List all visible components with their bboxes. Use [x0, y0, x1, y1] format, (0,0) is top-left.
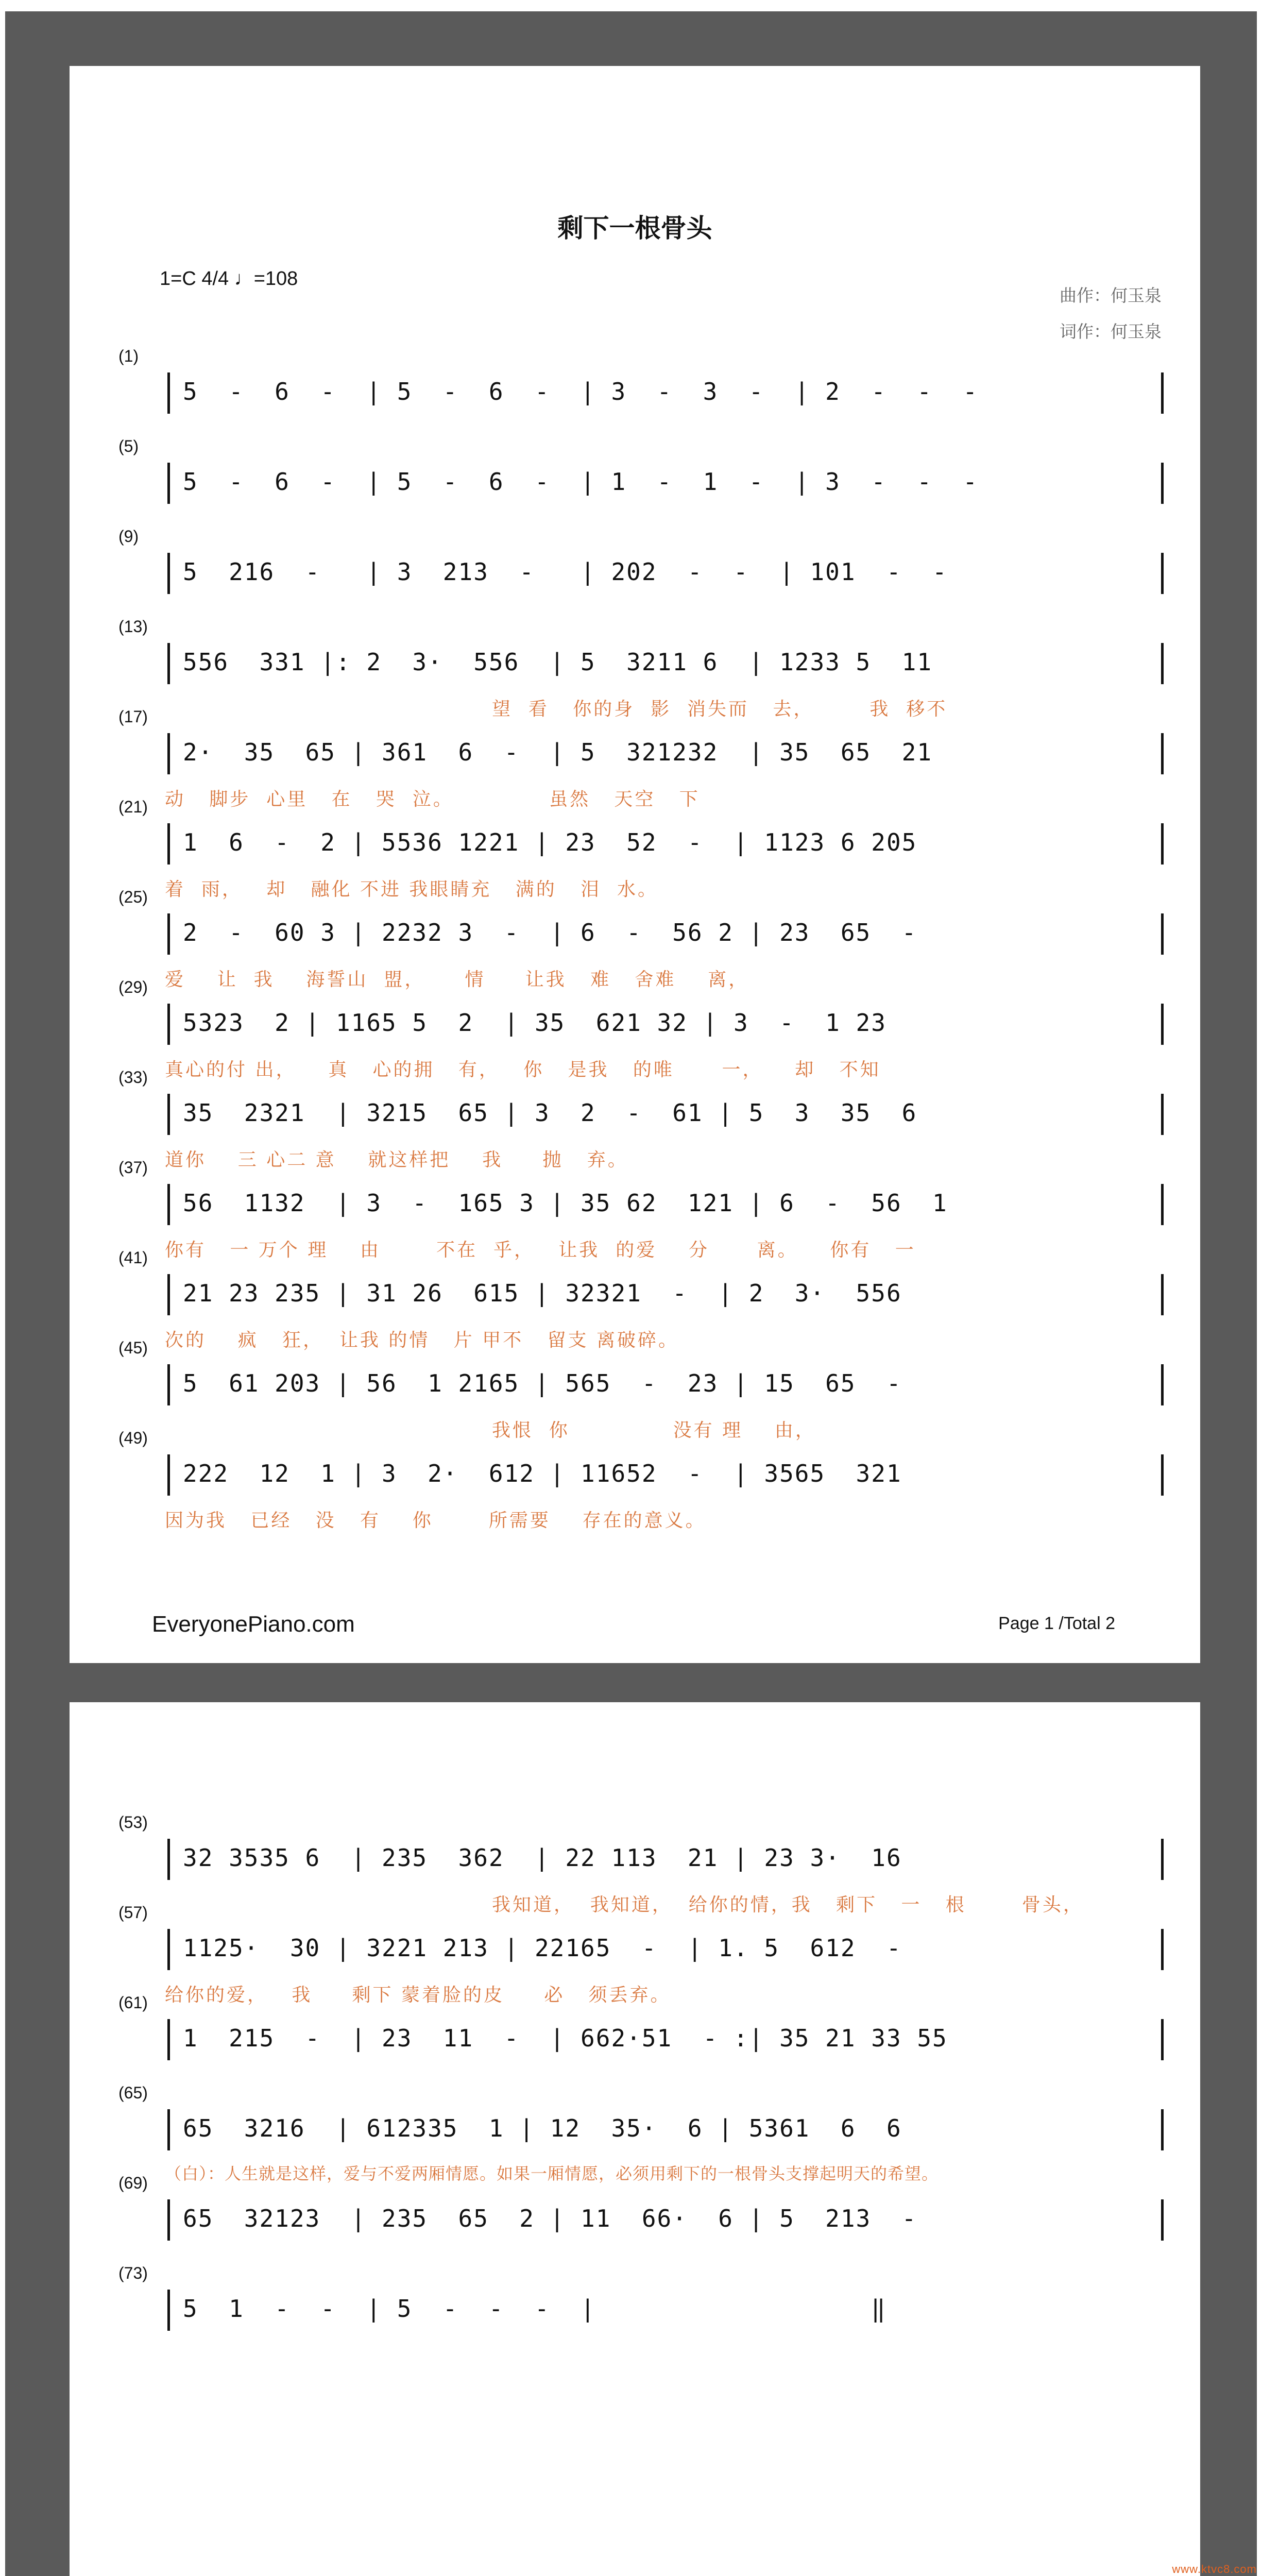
- notation-line: 1 6 - 2 | 5536 1221 | 23 52 - | 1123 6 205: [183, 828, 917, 856]
- music-system: [167, 1929, 1164, 1970]
- barline: [1161, 2019, 1164, 2060]
- barline: [167, 1094, 170, 1135]
- measure-number: (69): [118, 2174, 148, 2192]
- measure-number: (65): [118, 2083, 148, 2102]
- music-system: [167, 1004, 1164, 1045]
- measure-number: (29): [118, 978, 148, 996]
- music-system: [167, 643, 1164, 684]
- lyricist-credit: 词作：何玉泉: [1060, 321, 1162, 342]
- notation-line: 556 331 |: 2 3· 556 | 5 3211 6 | 1233 5 11: [183, 648, 933, 676]
- barline: [1161, 2109, 1164, 2150]
- measure-number: (13): [118, 617, 148, 636]
- footer-site: EveryonePiano.com: [152, 1612, 355, 1637]
- notation-line: 1 215 - | 23 11 - | 662·51 - :| 35 21 33 55: [183, 2024, 948, 2052]
- music-system: [167, 372, 1164, 414]
- music-system: [167, 463, 1164, 504]
- notation-line: 5 61 203 | 56 1 2165 | 565 - 23 | 15 65 -: [183, 1369, 902, 1397]
- notation-line: 5323 2 | 1165 5 2 | 35 621 32 | 3 - 1 23: [183, 1009, 886, 1037]
- measure-number: (41): [118, 1248, 148, 1267]
- composer-credit: 曲作：何玉泉: [1060, 285, 1162, 306]
- notation-line: 5 - 6 - | 5 - 6 - | 1 - 1 - | 3 - - -: [183, 468, 979, 496]
- barline: [167, 463, 170, 504]
- lyric-line: 爱 让 我 海誓山 盟， 情 让我 难 舍难 离，: [165, 969, 749, 990]
- barline: [167, 733, 170, 774]
- music-system: [167, 553, 1164, 594]
- measure-number: (25): [118, 888, 148, 906]
- music-system: [167, 2019, 1164, 2060]
- notation-line: 35 2321 | 3215 65 | 3 2 - 61 | 5 3 35 6: [183, 1099, 917, 1127]
- lyric-line: 因为我 已经 没 有 你 所需要 存在的意义。: [165, 1510, 706, 1531]
- barline: [167, 1454, 170, 1496]
- document-viewer[interactable]: [5, 11, 1257, 2576]
- watermark: www.ktvc8.com: [1172, 2563, 1257, 2575]
- notation-line: 5 1 - - | 5 - - - | ‖: [183, 2295, 886, 2323]
- lyric-line: 给你的爱， 我 剩下 蒙着脸的皮 必 须丢弃。: [165, 1985, 671, 2006]
- notation-line: 2 - 60 3 | 2232 3 - | 6 - 56 2 | 23 65 -: [183, 919, 917, 946]
- measure-number: (49): [118, 1429, 148, 1447]
- score-page-1: [70, 66, 1200, 1663]
- barline: [1161, 823, 1164, 865]
- barline: [167, 1839, 170, 1880]
- barline: [167, 643, 170, 684]
- measure-number: (73): [118, 2264, 148, 2282]
- music-system: [167, 1184, 1164, 1225]
- lyric-line: 动 脚步 心里 在 哭 泣。 虽然 天空 下: [165, 789, 700, 810]
- music-system: [167, 733, 1164, 774]
- music-system: [167, 1454, 1164, 1496]
- lyric-line: 我知道， 我知道， 给你的情，我 剩下 一 根 骨头，: [492, 1894, 1084, 1916]
- barline: [167, 1004, 170, 1045]
- spoken-lyric-line: （白）：人生就是这样，爱与不爱两厢情愿。如果一厢情愿，必须用剩下的一根骨头支撑起明天的希望。: [165, 2164, 939, 2183]
- lyric-line: 次的 疯 狂， 让我 的情 片 甲不 留支 离破碎。: [165, 1330, 679, 1351]
- measure-number: (57): [118, 1903, 148, 1922]
- barline: [1161, 1364, 1164, 1405]
- music-system: [167, 913, 1164, 955]
- barline: [1161, 1454, 1164, 1496]
- barline: [167, 1364, 170, 1405]
- notation-line: 56 1132 | 3 - 165 3 | 35 62 121 | 6 - 56 1: [183, 1189, 948, 1217]
- score-page-2: [70, 1702, 1200, 2576]
- footer-page-number: Page 1 /Total 2: [998, 1614, 1115, 1633]
- barline: [167, 2109, 170, 2150]
- barline: [167, 2019, 170, 2060]
- song-title: 剩下一根骨头: [557, 213, 712, 243]
- barline: [167, 1274, 170, 1315]
- lyric-line: 道你 三 心二 意 就这样把 我 抛 弃。: [165, 1149, 628, 1171]
- music-system: [167, 1274, 1164, 1315]
- barline: [1161, 372, 1164, 414]
- notation-line: 2· 35 65 | 361 6 - | 5 321232 | 35 65 21: [183, 738, 933, 766]
- barline: [1161, 2199, 1164, 2241]
- measure-number: (17): [118, 707, 148, 726]
- notation-line: 5 - 6 - | 5 - 6 - | 3 - 3 - | 2 - - -: [183, 378, 979, 405]
- measure-number: (33): [118, 1068, 148, 1087]
- measure-number: (45): [118, 1338, 148, 1357]
- notation-line: 5 216 - | 3 213 - | 202 - - | 101 - -: [183, 558, 948, 586]
- notation-line: 21 23 235 | 31 26 615 | 32321 - | 2 3· 556: [183, 1279, 902, 1307]
- music-system: [167, 2109, 1164, 2150]
- lyric-line: 真心的付 出， 真 心的拥 有， 你 是我 的唯 一， 却 不知: [165, 1059, 881, 1080]
- barline: [167, 2290, 170, 2331]
- barline: [167, 1184, 170, 1225]
- notation-line: 32 3535 6 | 235 362 | 22 113 21 | 23 3· 16: [183, 1844, 902, 1872]
- barline: [1161, 643, 1164, 684]
- lyric-line: 你有 一 万个 理 由 不在 乎， 让我 的爱 分 离。 你有 一: [165, 1240, 916, 1261]
- music-system: [167, 1839, 1164, 1880]
- barline: [167, 372, 170, 414]
- music-system: [167, 2290, 1164, 2331]
- barline: [1161, 553, 1164, 594]
- music-system: [167, 1094, 1164, 1135]
- notation-line: 1125· 30 | 3221 213 | 22165 - | 1. 5 612 -: [183, 1934, 902, 1962]
- barline: [1161, 1274, 1164, 1315]
- barline: [1161, 1929, 1164, 1970]
- barline: [167, 2199, 170, 2241]
- key-signature: 1=C 4/4 ♩=108: [160, 268, 298, 290]
- measure-number: (53): [118, 1813, 148, 1832]
- barline: [1161, 1184, 1164, 1225]
- measure-number: (21): [118, 798, 148, 816]
- barline: [1161, 1839, 1164, 1880]
- barline: [167, 553, 170, 594]
- barline: [1161, 1004, 1164, 1045]
- lyric-line: 望 看 你的身 影 消失而 去， 我 移不: [492, 699, 948, 720]
- music-system: [167, 1364, 1164, 1405]
- notation-line: 65 32123 | 235 65 2 | 11 66· 6 | 5 213 -: [183, 2205, 917, 2232]
- barline: [1161, 913, 1164, 955]
- measure-number: (1): [118, 347, 139, 365]
- barline: [167, 823, 170, 865]
- measure-number: (37): [118, 1158, 148, 1177]
- barline: [167, 1929, 170, 1970]
- barline: [167, 913, 170, 955]
- barline: [1161, 1094, 1164, 1135]
- measure-number: (5): [118, 437, 139, 455]
- measure-number: (9): [118, 527, 139, 546]
- music-system: [167, 823, 1164, 865]
- lyric-line: 我恨 你 没有 理 由，: [492, 1420, 816, 1441]
- lyric-line: 着 雨， 却 融化 不进 我眼睛充 满的 泪 水。: [165, 879, 658, 900]
- barline: [1161, 463, 1164, 504]
- measure-number: (61): [118, 1993, 148, 2012]
- music-system: [167, 2199, 1164, 2241]
- notation-line: 65 3216 | 612335 1 | 12 35· 6 | 5361 6 6: [183, 2114, 902, 2142]
- notation-line: 222 12 1 | 3 2· 612 | 11652 - | 3565 321: [183, 1460, 902, 1487]
- barline: [1161, 733, 1164, 774]
